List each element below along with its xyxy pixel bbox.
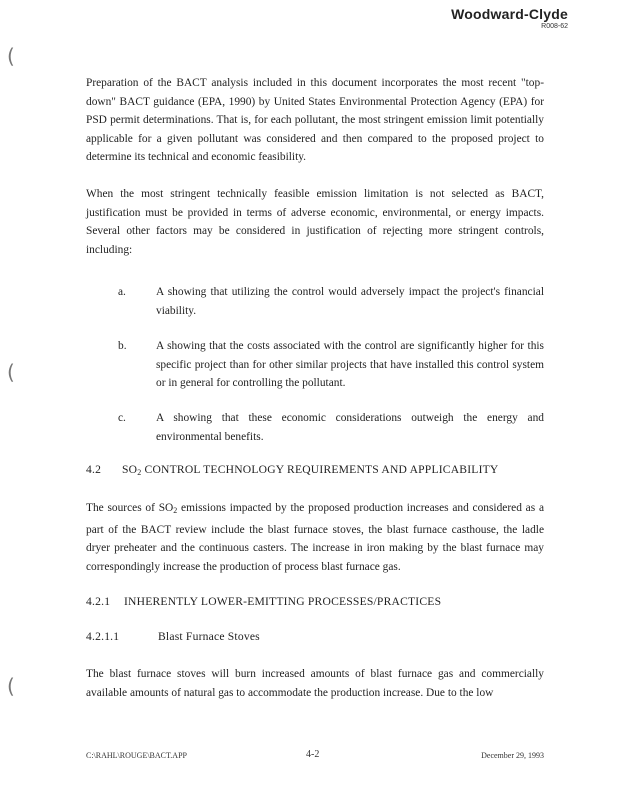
section-number: 4.2	[86, 463, 102, 476]
subscript: 2	[173, 506, 178, 515]
punch-hole-mark: (	[7, 360, 15, 384]
punch-hole-mark: (	[7, 674, 15, 698]
section-heading-4-2-1	[86, 595, 441, 608]
section-heading-4-2-1-1	[86, 630, 260, 643]
document-code: R008-62	[541, 23, 568, 30]
list-item	[118, 283, 544, 320]
section-title-part: SO	[122, 463, 138, 476]
list-item-label: a.	[118, 286, 126, 298]
list-item-text: A showing that utilizing the control would adversely impact the project's financial viability.	[156, 286, 544, 317]
list-item-text: A showing that the costs associated with the control are significantly higher for this specific project than for other similar projects that have installed this control system or in general for controlling the pollutant.	[156, 340, 544, 390]
subscript: 2	[137, 468, 142, 477]
paragraph-so2-sources	[86, 499, 544, 576]
list-item-label: b.	[118, 340, 127, 352]
section-number: 4.2.1	[86, 595, 111, 608]
footer-date: December 29, 1993	[481, 751, 544, 760]
paragraph-blast-furnace-stoves: The blast furnace stoves will burn increased amounts of blast furnace gas and commercially available amounts of natural gas to accommodate the production increase. Due to the low	[86, 668, 544, 699]
footer-file-path: C:\RAHL\ROUGE\BACT.APP	[86, 751, 187, 760]
company-name: Woodward-Clyde	[451, 6, 568, 22]
paragraph-bact-guidance: Preparation of the BACT analysis included in this document incorporates the most recent "top-down" BACT guidance (EPA, 1990) by United States Environmental Protection Agency (EPA) for PSD permit determinations. That is, for each pollutant, the most stringent emission limit potentially applicable for a given pollutant was considered and then compared to the proposed project to determine its technical and economic feasibility.	[86, 77, 544, 164]
section-title: Blast Furnace Stoves	[158, 630, 260, 643]
section-number: 4.2.1.1	[86, 630, 120, 643]
list-item	[118, 337, 544, 393]
section-title: INHERENTLY LOWER-EMITTING PROCESSES/PRACTICES	[124, 595, 442, 608]
section-heading-4-2	[86, 463, 499, 477]
section-title-part: CONTROL TECHNOLOGY REQUIREMENTS AND APPLICABILITY	[141, 463, 499, 476]
list-item	[118, 409, 544, 446]
page-number: 4-2	[306, 749, 320, 760]
list-item-text: A showing that these economic considerations outweigh the energy and environmental benefits.	[156, 412, 544, 443]
list-item-label: c.	[118, 412, 126, 424]
punch-hole-mark: (	[7, 44, 15, 68]
company-logo	[451, 6, 568, 30]
paragraph-text: emissions impacted by the proposed production increases and considered as a part of the BACT review include the blast furnace stoves, the blast furnace casthouse, the ladle dryer preheater and the continuous casters. The increase in iron making by the blast furnace may correspondingly increase the production of process blast furnace gas.	[86, 502, 544, 573]
paragraph-justification: When the most stringent technically feasible emission limitation is not selected as BACT, justification must be provided in terms of adverse economic, environmental, or energy impacts. Several other factors may be considered in justification of rejecting more stringent controls, including:	[86, 188, 544, 256]
paragraph-text: The sources of SO	[86, 502, 174, 514]
